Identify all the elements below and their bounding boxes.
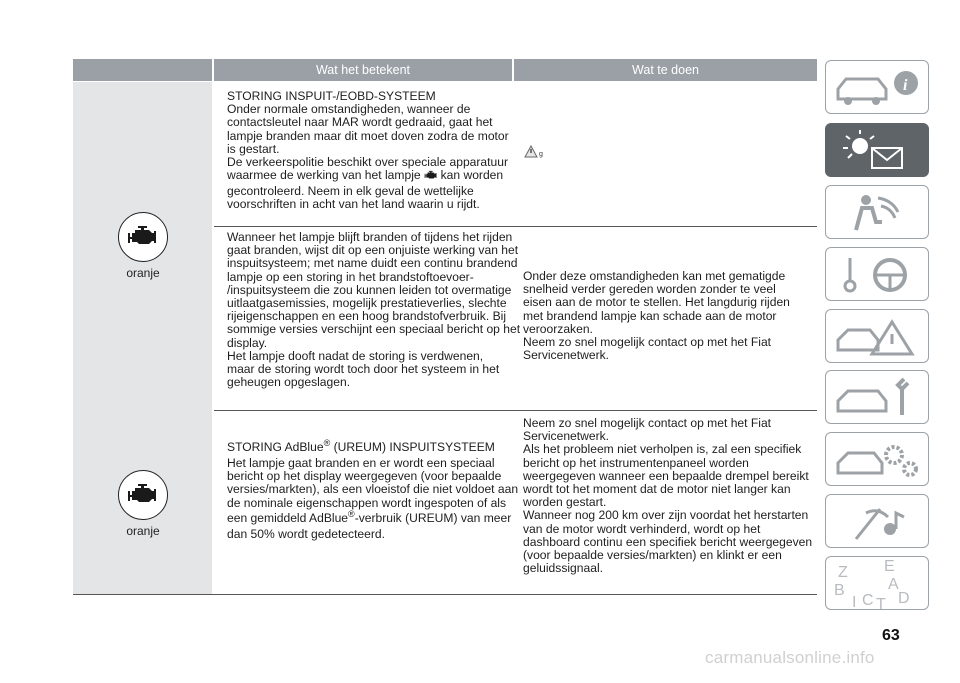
reference-label: g [539, 151, 543, 158]
text-line: maar de storing wordt toch door het systeem in het [227, 361, 500, 376]
text-line: veroorzaken. [523, 321, 593, 336]
text-line: Neem zo snel mogelijk contact op met het Fiat [523, 416, 772, 430]
engine-warning-icon [423, 170, 439, 184]
inline-text: waarmee de werking van het lampje [227, 168, 421, 183]
car-breakdown-icon [826, 310, 930, 364]
car-wrench-icon [826, 371, 930, 425]
text-line: /inspuitsysteem die zou kunnen leiden tot overmatige [227, 282, 512, 297]
index-letter: C [862, 592, 874, 609]
inline-text: (UREUM) INSPUITSYSTEEM [330, 440, 495, 454]
nav-tab-starting-driving[interactable] [825, 247, 929, 301]
text-line: rijeigenschappen en een hoog brandstofverbruik. Bij [227, 309, 507, 324]
engine-warning-icon [118, 212, 168, 262]
text-line: worden gestart. [523, 495, 607, 510]
text-line: weergegeven wanneer een bepaalde drempel bereikt [523, 468, 809, 483]
index-letter: Z [838, 564, 848, 581]
text-line: Het lampje gaat branden en er wordt een speciaal [227, 456, 495, 470]
nav-tab-emergency[interactable] [825, 309, 929, 363]
inline-text: STORING AdBlue [227, 440, 324, 454]
text-line: geluidssignaal. [523, 561, 604, 576]
nav-tab-index[interactable] [825, 556, 929, 610]
text-line: sommige versies verschijnt een speciaal bericht op het [227, 322, 521, 337]
text-line: Onder normale omstandigheden, wanneer de [227, 102, 471, 117]
inline-text: een gemiddeld AdBlue [227, 510, 349, 525]
key-steering-wheel-icon [826, 248, 930, 302]
header-meaning: Wat het betekent [214, 59, 512, 81]
warning-light-message-icon [826, 124, 930, 178]
registered-mark: ® [348, 508, 355, 519]
text-line: Neem zo snel mogelijk contact op met het Fiat [523, 334, 772, 349]
row-divider [214, 226, 817, 227]
index-letter: T [876, 596, 886, 611]
action-text-b [523, 270, 790, 362]
index-letter: I [852, 594, 857, 611]
index-letter: B [834, 582, 845, 599]
meaning-text-b [227, 231, 520, 389]
nav-tab-car-info[interactable] [825, 60, 929, 114]
text-line: gaat branden, wijst dit op een onjuiste werking van het [227, 243, 519, 258]
header-icon-column [73, 59, 212, 81]
text-line-with-icon [227, 169, 509, 185]
nav-tab-safety[interactable] [825, 185, 929, 239]
action-text-adblue [523, 417, 812, 575]
text-line: bericht op het instrumentenpaneel worden [523, 455, 749, 470]
meaning-text-adblue [227, 439, 518, 541]
alphabetical-index-icon [826, 557, 930, 611]
text-line: snelheid verder gereden worden zonder te veel [523, 282, 776, 297]
text-line-sup [227, 510, 518, 528]
text-line: van de motor wordt verhinderd, wordt op het [523, 521, 761, 536]
text-line: voorschriften in acht van het land waarin u rijdt. [227, 197, 480, 212]
text-line: uitlaatgasemissies, mogelijk prestatieverlies, slechte [227, 295, 507, 310]
text-line-title [227, 439, 518, 457]
text-line: Onder deze omstandigheden kan met gematigde [523, 269, 786, 283]
text-line: (voor bepaalde versies/markten) en klinkt er een [523, 547, 782, 562]
nav-tab-maintenance[interactable] [825, 370, 929, 424]
text-line: display. [227, 335, 268, 350]
text-line: lampje op een storing in het brandstoftoevoer- [227, 269, 474, 284]
text-line: bericht op het display weergegeven (voor bepaalde [227, 469, 502, 484]
watermark: carmanualsonline.info [705, 648, 875, 667]
inline-text: kan worden [440, 168, 504, 183]
text-line: dashboard continu een specifiek bericht weergegeven [523, 534, 813, 549]
car-info-icon [826, 61, 930, 115]
text-line: gecontroleerd. Neem in elk geval de wettelijke [227, 184, 474, 199]
text-line: Servicenetwerk. [523, 429, 610, 444]
nav-tab-warning-lights[interactable] [825, 123, 929, 177]
text-line: de nominale eigenschappen wordt ingespoten of als [227, 495, 507, 510]
text-line: geheugen opgeslagen. [227, 375, 351, 390]
engine-warning-icon [118, 470, 168, 520]
text-line: dan 50% wordt gedetecteerd. [227, 526, 385, 541]
text-line: inspuitsysteem; met name duidt een continu brandend [227, 256, 518, 271]
text-line: Wanneer het lampje blijft branden of tijdens het rijden [227, 230, 513, 244]
table-bottom-rule [73, 594, 817, 595]
text-line: versies/markten), als een vloeistof die niet voldoet aan [227, 482, 519, 497]
text-line: Wanneer nog 200 km over zijn voordat het herstarten [523, 508, 809, 523]
registered-mark: ® [323, 437, 331, 448]
index-letter: D [898, 590, 910, 607]
text-line: De verkeerspolitie beschikt over speciale apparatuur [227, 154, 508, 169]
color-label: oranje [126, 524, 160, 538]
text-line: Servicenetwerk. [523, 348, 610, 363]
page-number: 63 [882, 627, 900, 644]
text-line: lampje branden maar dit moet doven zodra de motor [227, 128, 509, 143]
header-action: Wat te doen [514, 59, 817, 81]
svg-text:i: i [903, 77, 908, 94]
row-divider [214, 410, 817, 411]
text-line: Het lampje dooft nadat de storing is verdwenen, [227, 348, 484, 363]
warning-triangle-icon [524, 145, 538, 159]
nav-tab-technical-data[interactable] [825, 432, 929, 486]
color-label: oranje [126, 266, 160, 280]
text-line: contactsleutel naar MAR wordt gedraaid, gaat het [227, 115, 493, 130]
seatbelt-airbag-icon [826, 186, 930, 240]
inline-text: -verbruik (UREUM) van meer [354, 510, 512, 525]
text-line: wordt tot het moment dat de motor niet langer kan [523, 481, 791, 496]
text-line: met brandend lampje kan schade aan de motor [523, 308, 777, 323]
text-line: STORING INSPUIT-/EOBD-SYSTEEM [227, 89, 436, 103]
multimedia-icon [826, 495, 930, 549]
text-line: Als het probleem niet verholpen is, zal een specifiek [523, 442, 802, 457]
text-line: eisen aan de motor te stellen. Het langdurig rijden [523, 295, 790, 310]
nav-tab-multimedia[interactable] [825, 494, 929, 548]
text-line: is gestart. [227, 141, 280, 156]
index-letter: A [888, 576, 899, 593]
meaning-text-a [227, 90, 509, 212]
car-gears-icon [826, 433, 930, 487]
index-letter: E [884, 558, 895, 575]
